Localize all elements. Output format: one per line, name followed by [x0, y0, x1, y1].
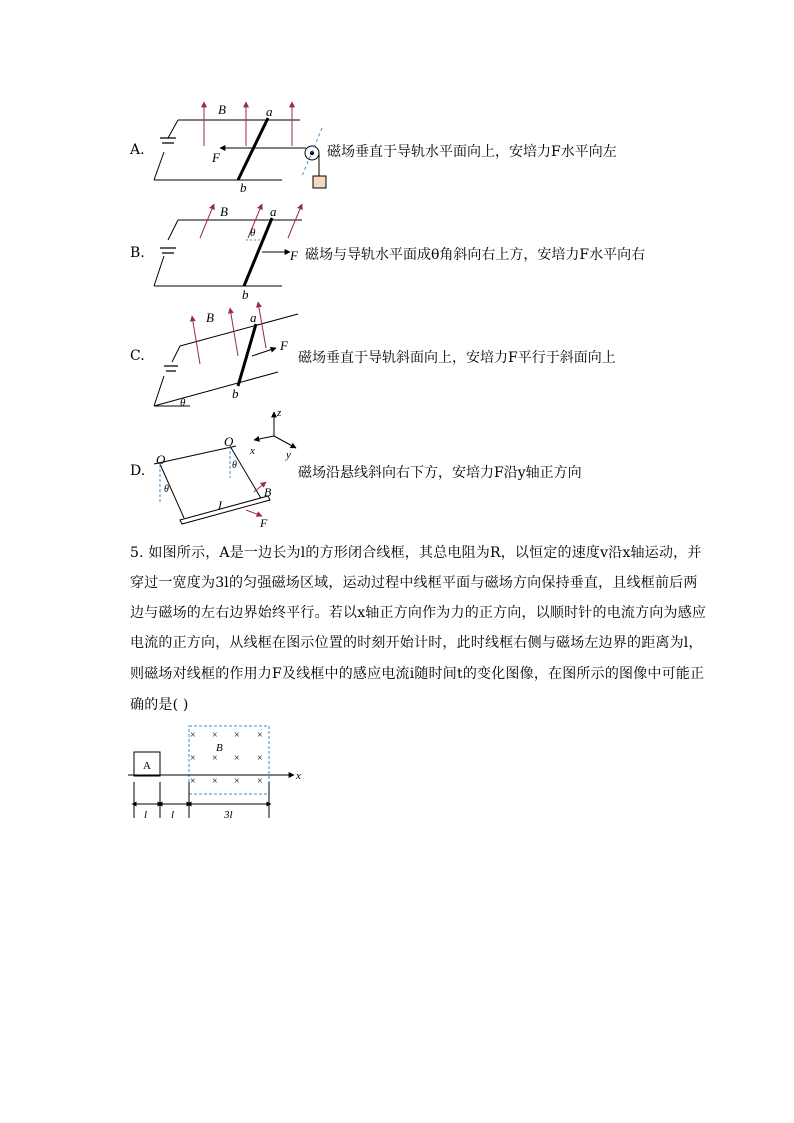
- battery-icon: [160, 138, 176, 143]
- svg-text:×: ×: [234, 753, 240, 764]
- label-b: b: [240, 180, 247, 193]
- svg-text:a: a: [250, 310, 257, 325]
- svg-text:O: O: [224, 434, 234, 449]
- svg-text:×: ×: [190, 776, 196, 787]
- question-line-6: 确的是( ): [130, 697, 189, 713]
- option-a-caption: 磁场垂直于导轨水平面向上，安培力F水平向左: [327, 144, 617, 160]
- svg-text:×: ×: [257, 753, 263, 764]
- svg-text:B: B: [220, 204, 228, 219]
- rod-ab: [238, 118, 268, 180]
- option-c-letter: C.: [130, 348, 145, 364]
- svg-text:x: x: [250, 445, 255, 457]
- question-line-1: 5. 如图所示，A是一边长为l的方形闭合线框，其总电阻为R，以恒定的速度v沿x轴运动，并: [130, 545, 702, 561]
- svg-text:I: I: [218, 498, 222, 512]
- svg-text:θ: θ: [180, 397, 186, 409]
- option-b-letter: B.: [130, 245, 145, 261]
- option-d-caption: 磁场沿悬线斜向右下方，安培力F沿y轴正方向: [298, 465, 582, 481]
- figure-option-b: [150, 200, 310, 300]
- label-a: a: [266, 104, 273, 119]
- rails: [154, 120, 300, 180]
- figure-question-5: [128, 722, 308, 822]
- svg-text:a: a: [270, 204, 277, 219]
- question-line-3: 边与磁场的左右边界始终平行。若以x轴正方向作为力的正方向，以顺时针的电流方向为感应: [130, 605, 707, 621]
- svg-text:l: l: [144, 809, 148, 821]
- figure-option-d: [150, 406, 300, 531]
- svg-text:B: B: [264, 485, 272, 499]
- label-f: F: [212, 150, 220, 165]
- battery-icon: [164, 366, 178, 371]
- svg-text:×: ×: [212, 730, 218, 741]
- battery-icon: [160, 248, 176, 253]
- svg-text:×: ×: [234, 730, 240, 741]
- svg-text:F: F: [280, 338, 288, 353]
- svg-text:z: z: [277, 407, 282, 419]
- suspension-wire: [230, 446, 262, 500]
- option-b-caption: 磁场与导轨水平面成θ角斜向右上方，安培力F水平向右: [305, 247, 646, 263]
- field-arrow: [192, 316, 200, 364]
- field-arrow: [288, 204, 302, 238]
- figure-option-c: [150, 302, 300, 410]
- rod-ab: [238, 324, 256, 386]
- svg-text:x: x: [296, 770, 301, 782]
- svg-text:b: b: [232, 386, 239, 401]
- conductor-rod: [180, 496, 270, 524]
- svg-text:×: ×: [257, 776, 263, 787]
- svg-text:F: F: [260, 516, 268, 530]
- svg-text:3l: 3l: [224, 809, 233, 821]
- option-a-letter: A.: [130, 142, 145, 158]
- figure-option-a: [150, 98, 330, 193]
- y-axis: [274, 436, 296, 448]
- svg-text:θ: θ: [232, 460, 237, 471]
- label-b-field: B: [216, 742, 223, 754]
- hanging-mass: [313, 176, 326, 188]
- svg-text:×: ×: [190, 753, 196, 764]
- x-axis: [254, 436, 274, 440]
- svg-text:×: ×: [190, 730, 196, 741]
- svg-text:×: ×: [234, 776, 240, 787]
- svg-text:F: F: [290, 248, 298, 263]
- svg-text:y: y: [286, 449, 291, 461]
- label-loop-a: A: [143, 760, 151, 772]
- question-line-4: 电流的正方向，从线框在图示位置的时刻开始计时，此时线框右侧与磁场左边界的距离为l，: [130, 635, 703, 651]
- svg-text:b: b: [242, 287, 249, 300]
- force-arrow: [252, 348, 276, 356]
- label-b-field: B: [218, 102, 226, 117]
- option-c-caption: 磁场垂直于导轨斜面向上，安培力F平行于斜面向上: [298, 350, 616, 366]
- svg-text:×: ×: [257, 730, 263, 741]
- field-arrow: [200, 204, 214, 238]
- svg-text:l: l: [171, 809, 175, 821]
- svg-text:O: O: [156, 452, 166, 467]
- svg-text:×: ×: [212, 776, 218, 787]
- question-line-5: 则磁场对线框的作用力F及线框中的感应电流i随时间t的变化图像，在图所示的图像中可能正: [130, 666, 705, 682]
- svg-text:θ: θ: [250, 227, 256, 239]
- field-crosses: [190, 730, 263, 787]
- option-d-letter: D.: [130, 463, 146, 479]
- question-line-2: 穿过一宽度为3l的匀强磁场区域，运动过程中线框平面与磁场方向保持垂直，且线框前后两: [130, 575, 698, 591]
- svg-text:×: ×: [212, 753, 218, 764]
- svg-text:θ: θ: [164, 484, 169, 495]
- svg-text:B: B: [206, 310, 214, 325]
